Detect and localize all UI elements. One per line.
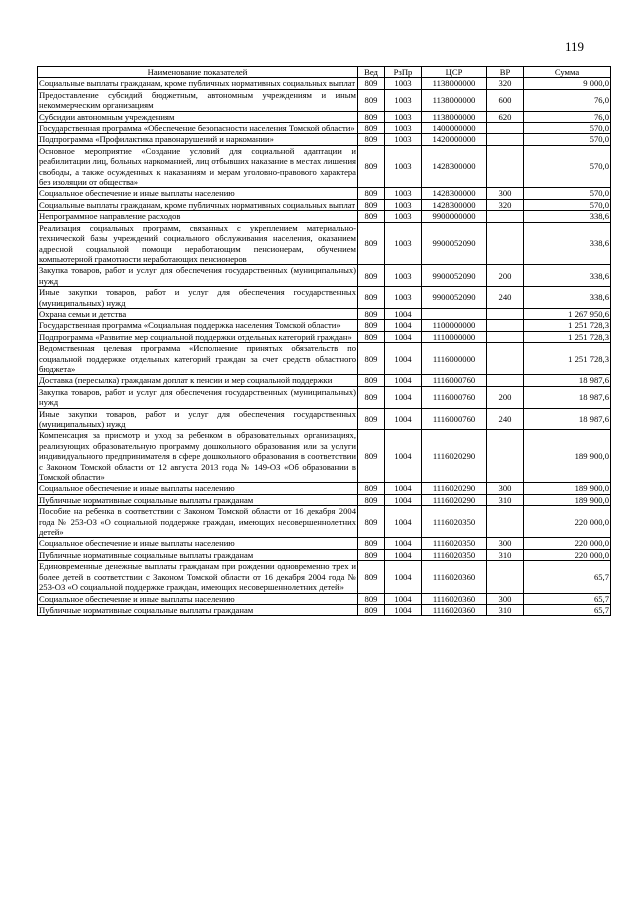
cell-rzpr: 1003 (385, 78, 422, 89)
cell-rzpr: 1004 (385, 538, 422, 549)
cell-name: Субсидии автономным учреждениям (38, 111, 358, 122)
cell-vr: 310 (487, 604, 524, 615)
cell-vr: 320 (487, 78, 524, 89)
table-row (38, 430, 611, 483)
cell-vr: 620 (487, 111, 524, 122)
cell-vr (487, 375, 524, 386)
cell-ved: 809 (358, 123, 385, 134)
table-row (38, 145, 611, 188)
cell-ved: 809 (358, 538, 385, 549)
cell-name: Подпрограмма «Профилактика правонарушений и наркомании» (38, 134, 358, 145)
cell-vr (487, 123, 524, 134)
cell-csr: 1420000000 (422, 134, 487, 145)
cell-rzpr: 1004 (385, 320, 422, 331)
cell-name: Непрограммное направление расходов (38, 211, 358, 222)
cell-sum: 570,0 (524, 145, 611, 188)
table-row (38, 123, 611, 134)
cell-ved: 809 (358, 78, 385, 89)
cell-name: Государственная программа «Социальная поддержка населения Томской области» (38, 320, 358, 331)
table-row (38, 483, 611, 494)
cell-csr: 1138000000 (422, 78, 487, 89)
cell-csr: 1428300000 (422, 145, 487, 188)
cell-ved: 809 (358, 408, 385, 430)
table-header-row (38, 67, 611, 78)
header-sum: Сумма (524, 67, 611, 78)
cell-vr: 200 (487, 386, 524, 408)
cell-rzpr: 1003 (385, 287, 422, 309)
cell-csr: 9900052090 (422, 222, 487, 265)
cell-vr (487, 308, 524, 319)
cell-rzpr: 1004 (385, 561, 422, 593)
cell-rzpr: 1003 (385, 199, 422, 210)
cell-ved: 809 (358, 386, 385, 408)
cell-sum: 1 251 728,3 (524, 320, 611, 331)
cell-vr: 310 (487, 549, 524, 560)
cell-rzpr: 1004 (385, 308, 422, 319)
cell-vr (487, 561, 524, 593)
cell-sum: 220 000,0 (524, 506, 611, 538)
cell-name: Публичные нормативные социальные выплаты гражданам (38, 604, 358, 615)
cell-name: Государственная программа «Обеспечение безопасности населения Томской области» (38, 123, 358, 134)
cell-csr: 1116000760 (422, 408, 487, 430)
cell-rzpr: 1003 (385, 265, 422, 287)
header-rzpr: РзПр (385, 67, 422, 78)
cell-name: Публичные нормативные социальные выплаты гражданам (38, 549, 358, 560)
cell-ved: 809 (358, 483, 385, 494)
cell-csr (422, 308, 487, 319)
cell-ved: 809 (358, 265, 385, 287)
table-row (38, 320, 611, 331)
cell-csr: 1116000000 (422, 343, 487, 375)
table-row (38, 222, 611, 265)
cell-name: Основное мероприятие «Создание условий для социальной адаптации и реабилитации лиц, больных наркоманией, лиц отбывших наказание в местах лишения свободы, а также осужденных к наказаниям и мерам уголовно-правового характера без изоляции от общества» (39, 145, 356, 188)
table-row (38, 604, 611, 615)
cell-rzpr: 1004 (385, 331, 422, 342)
table-row (38, 89, 611, 111)
cell-sum: 189 900,0 (524, 494, 611, 505)
cell-vr: 240 (487, 408, 524, 430)
cell-sum: 570,0 (524, 199, 611, 210)
cell-csr: 1428300000 (422, 188, 487, 199)
cell-sum: 570,0 (524, 134, 611, 145)
table-row (38, 538, 611, 549)
cell-ved: 809 (358, 375, 385, 386)
cell-csr: 1110000000 (422, 331, 487, 342)
cell-rzpr: 1003 (385, 145, 422, 188)
cell-vr: 200 (487, 265, 524, 287)
cell-ved: 809 (358, 430, 385, 483)
cell-rzpr: 1004 (385, 386, 422, 408)
table-row (38, 549, 611, 560)
cell-sum: 1 251 728,3 (524, 343, 611, 375)
header-vr: ВР (487, 67, 524, 78)
cell-vr: 300 (487, 483, 524, 494)
cell-rzpr: 1003 (385, 89, 422, 111)
cell-rzpr: 1004 (385, 343, 422, 375)
cell-rzpr: 1003 (385, 222, 422, 265)
cell-csr: 1116020350 (422, 549, 487, 560)
cell-sum: 18 987,6 (524, 408, 611, 430)
cell-vr: 300 (487, 538, 524, 549)
table-row (38, 408, 611, 430)
cell-vr (487, 506, 524, 538)
cell-ved: 809 (358, 89, 385, 111)
table-row (38, 265, 611, 287)
cell-sum: 9 000,0 (524, 78, 611, 89)
cell-sum: 338,6 (524, 222, 611, 265)
cell-rzpr: 1004 (385, 483, 422, 494)
cell-name: Подпрограмма «Развитие мер социальной поддержки отдельных категорий граждан» (38, 331, 358, 342)
cell-sum: 220 000,0 (524, 538, 611, 549)
header-ved: Вед (358, 67, 385, 78)
cell-vr (487, 343, 524, 375)
table-row (38, 506, 611, 538)
cell-ved: 809 (358, 506, 385, 538)
cell-sum: 220 000,0 (524, 549, 611, 560)
cell-sum: 189 900,0 (524, 483, 611, 494)
cell-name: Социальные выплаты гражданам, кроме публичных нормативных социальных выплат (38, 78, 358, 89)
cell-csr: 1116020360 (422, 561, 487, 593)
cell-csr: 1100000000 (422, 320, 487, 331)
page-number: 119 (564, 39, 584, 54)
cell-name: Социальные выплаты гражданам, кроме публичных нормативных социальных выплат (38, 199, 358, 210)
cell-csr: 1116000760 (422, 375, 487, 386)
cell-rzpr: 1003 (385, 123, 422, 134)
table-row (38, 287, 611, 309)
table-row (38, 375, 611, 386)
cell-vr: 600 (487, 89, 524, 111)
table-row (38, 78, 611, 89)
cell-rzpr: 1003 (385, 134, 422, 145)
table-row (38, 308, 611, 319)
cell-sum: 338,6 (524, 265, 611, 287)
cell-csr: 1138000000 (422, 89, 487, 111)
cell-name: Ведомственная целевая программа «Исполнение принятых обязательств по социальной поддержке отдельных категорий граждан за счет средств областного бюджета» (39, 343, 356, 374)
cell-vr (487, 134, 524, 145)
cell-ved: 809 (358, 331, 385, 342)
cell-rzpr: 1004 (385, 506, 422, 538)
cell-ved: 809 (358, 111, 385, 122)
cell-sum: 65,7 (524, 561, 611, 593)
cell-ved: 809 (358, 145, 385, 188)
cell-csr: 9900052090 (422, 265, 487, 287)
cell-csr: 1116020290 (422, 430, 487, 483)
cell-csr: 9900000000 (422, 211, 487, 222)
cell-vr (487, 222, 524, 265)
cell-name: Закупка товаров, работ и услуг для обеспечения государственных (муниципальных) нужд (39, 386, 356, 408)
cell-name: Компенсация за присмотр и уход за ребенком в образовательных организациях, реализующих образовательную программу дошкольного образования или за услуги индивидуального предпринимателя в сфере дошкольного образования в соответствии с Законом Томской области от 12 августа 2013 года № 149-ОЗ «Об образовании в Томской области» (39, 430, 356, 483)
table-row (38, 593, 611, 604)
cell-vr: 310 (487, 494, 524, 505)
cell-rzpr: 1004 (385, 549, 422, 560)
cell-name: Социальное обеспечение и иные выплаты населению (38, 593, 358, 604)
cell-name: Охрана семьи и детства (38, 308, 358, 319)
cell-ved: 809 (358, 343, 385, 375)
table-row (38, 111, 611, 122)
cell-ved: 809 (358, 287, 385, 309)
header-name: Наименование показателей (38, 67, 358, 78)
cell-name: Иные закупки товаров, работ и услуг для обеспечения государственных (муниципальных) нужд (39, 408, 356, 429)
cell-ved: 809 (358, 222, 385, 265)
cell-csr: 1116020350 (422, 538, 487, 549)
cell-sum: 18 987,6 (524, 386, 611, 408)
cell-rzpr: 1004 (385, 430, 422, 483)
cell-name: Предоставление субсидий бюджетным, автономным учреждениям и иным некоммерческим организациям (39, 89, 356, 111)
table-row (38, 211, 611, 222)
cell-name: Пособие на ребенка в соответствии с Законом Томской области от 16 декабря 2004 года № 253-ОЗ «О социальной поддержке граждан, имеющих несовершеннолетних детей» (39, 506, 356, 538)
cell-name: Единовременные денежные выплаты гражданам при рождении одновременно трех и более детей в соответствии с Законом Томской области от 16 декабря 2004 года № 253-ОЗ «О социальной поддержке граждан, имеющих несовершеннолетних детей» (39, 561, 356, 593)
cell-sum: 189 900,0 (524, 430, 611, 483)
cell-csr: 1116020290 (422, 483, 487, 494)
cell-csr: 1400000000 (422, 123, 487, 134)
header-csr: ЦСР (422, 67, 487, 78)
cell-sum: 76,0 (524, 111, 611, 122)
cell-sum: 338,6 (524, 211, 611, 222)
cell-ved: 809 (358, 604, 385, 615)
cell-rzpr: 1004 (385, 375, 422, 386)
cell-rzpr: 1003 (385, 111, 422, 122)
cell-csr: 1116000760 (422, 386, 487, 408)
cell-sum: 65,7 (524, 593, 611, 604)
cell-name: Доставка (пересылка) гражданам доплат к пенсии и мер социальной поддержки (38, 375, 358, 386)
table-row (38, 386, 611, 408)
cell-ved: 809 (358, 308, 385, 319)
cell-rzpr: 1004 (385, 494, 422, 505)
cell-vr (487, 145, 524, 188)
cell-ved: 809 (358, 134, 385, 145)
cell-ved: 809 (358, 199, 385, 210)
table-row (38, 494, 611, 505)
cell-name: Социальное обеспечение и иные выплаты населению (38, 538, 358, 549)
cell-vr (487, 430, 524, 483)
cell-vr: 300 (487, 593, 524, 604)
cell-sum: 1 251 728,3 (524, 331, 611, 342)
cell-ved: 809 (358, 211, 385, 222)
cell-vr (487, 320, 524, 331)
cell-csr: 9900052090 (422, 287, 487, 309)
table-row (38, 331, 611, 342)
cell-sum: 1 267 950,6 (524, 308, 611, 319)
cell-name: Реализация социальных программ, связанных с укреплением материально-технической базы учреждений социального обслуживания населения, оказанием адресной социальной помощи неработающим пенсионерам, обучением компьютерной грамотности неработающих пенсионеров (39, 222, 356, 264)
cell-csr: 1428300000 (422, 199, 487, 210)
cell-rzpr: 1004 (385, 593, 422, 604)
cell-ved: 809 (358, 593, 385, 604)
table-row (38, 134, 611, 145)
cell-rzpr: 1003 (385, 211, 422, 222)
cell-ved: 809 (358, 320, 385, 331)
cell-vr: 320 (487, 199, 524, 210)
cell-csr: 1138000000 (422, 111, 487, 122)
cell-sum: 76,0 (524, 89, 611, 111)
cell-vr: 240 (487, 287, 524, 309)
table-row (38, 561, 611, 593)
cell-rzpr: 1004 (385, 408, 422, 430)
cell-sum: 18 987,6 (524, 375, 611, 386)
cell-ved: 809 (358, 549, 385, 560)
cell-sum: 338,6 (524, 287, 611, 309)
cell-sum: 570,0 (524, 123, 611, 134)
cell-csr: 1116020360 (422, 593, 487, 604)
cell-sum: 570,0 (524, 188, 611, 199)
cell-rzpr: 1003 (385, 188, 422, 199)
cell-csr: 1116020360 (422, 604, 487, 615)
cell-vr: 300 (487, 188, 524, 199)
budget-table (37, 66, 611, 616)
cell-name: Социальное обеспечение и иные выплаты населению (38, 483, 358, 494)
table-row (38, 199, 611, 210)
table-row (38, 343, 611, 375)
cell-name: Иные закупки товаров, работ и услуг для обеспечения государственных (муниципальных) нужд (39, 287, 356, 308)
cell-ved: 809 (358, 494, 385, 505)
cell-name: Публичные нормативные социальные выплаты гражданам (38, 494, 358, 505)
table-row (38, 188, 611, 199)
cell-ved: 809 (358, 561, 385, 593)
cell-sum: 65,7 (524, 604, 611, 615)
cell-csr: 1116020290 (422, 494, 487, 505)
cell-vr (487, 211, 524, 222)
cell-ved: 809 (358, 188, 385, 199)
cell-rzpr: 1004 (385, 604, 422, 615)
cell-csr: 1116020350 (422, 506, 487, 538)
cell-name: Закупка товаров, работ и услуг для обеспечения государственных (муниципальных) нужд (39, 265, 356, 286)
cell-vr (487, 331, 524, 342)
cell-name: Социальное обеспечение и иные выплаты населению (38, 188, 358, 199)
